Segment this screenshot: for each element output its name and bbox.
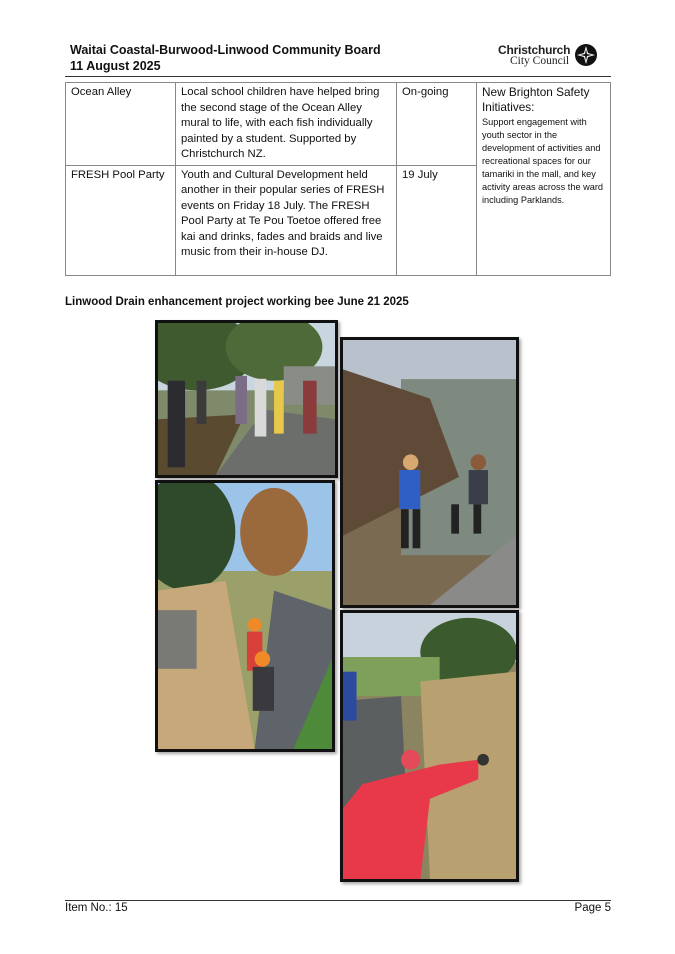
row-timing: 19 July	[397, 165, 477, 275]
document-header	[70, 42, 381, 74]
photo-planting-pink-jacket	[340, 610, 519, 882]
header-rule	[65, 76, 611, 77]
page-number: Page 5	[574, 902, 611, 914]
item-number: Item No.: 15	[65, 902, 128, 914]
council-logo	[496, 43, 600, 67]
board-name: Waitai Coastal-Burwood-Linwood Community Board	[70, 43, 381, 57]
initiative-cell	[477, 83, 611, 276]
photo-drain-planting	[155, 480, 335, 752]
meeting-date: 11 August 2025	[70, 59, 161, 73]
christchurch-cathedral-icon	[574, 43, 598, 67]
table-row	[66, 83, 611, 166]
initiative-title: New Brighton Safety Initiatives:	[482, 85, 590, 114]
row-description: Youth and Cultural Development held another in their popular series of FRESH events on Friday 18 July. The FRESH Pool Party at Te Pou Toetoe offered free kai and drinks, fades and braids and live music from their in-house DJ.	[176, 165, 397, 275]
row-description: Local school children have helped bring the second stage of the Ocean Alley mural to life, with each fish individually painted by a student. Supported by Christchurch NZ.	[176, 83, 397, 166]
photo-group-briefing	[155, 320, 338, 478]
footer-rule	[65, 900, 611, 901]
initiative-description: Support engagement with youth sector in the development of activities and recreational spaces for our tamariki in the mall, and key activity areas across the ward including Parklands.	[482, 117, 604, 205]
logo-line-1: Christchurch	[498, 43, 571, 57]
row-name: FRESH Pool Party	[66, 165, 176, 275]
activities-table	[65, 82, 611, 276]
row-timing: On-going	[397, 83, 477, 166]
photo-pulling-vines	[340, 337, 519, 608]
row-name: Ocean Alley	[66, 83, 176, 166]
section-heading: Linwood Drain enhancement project working bee June 21 2025	[65, 296, 409, 308]
logo-line-2: City Council	[510, 55, 570, 67]
